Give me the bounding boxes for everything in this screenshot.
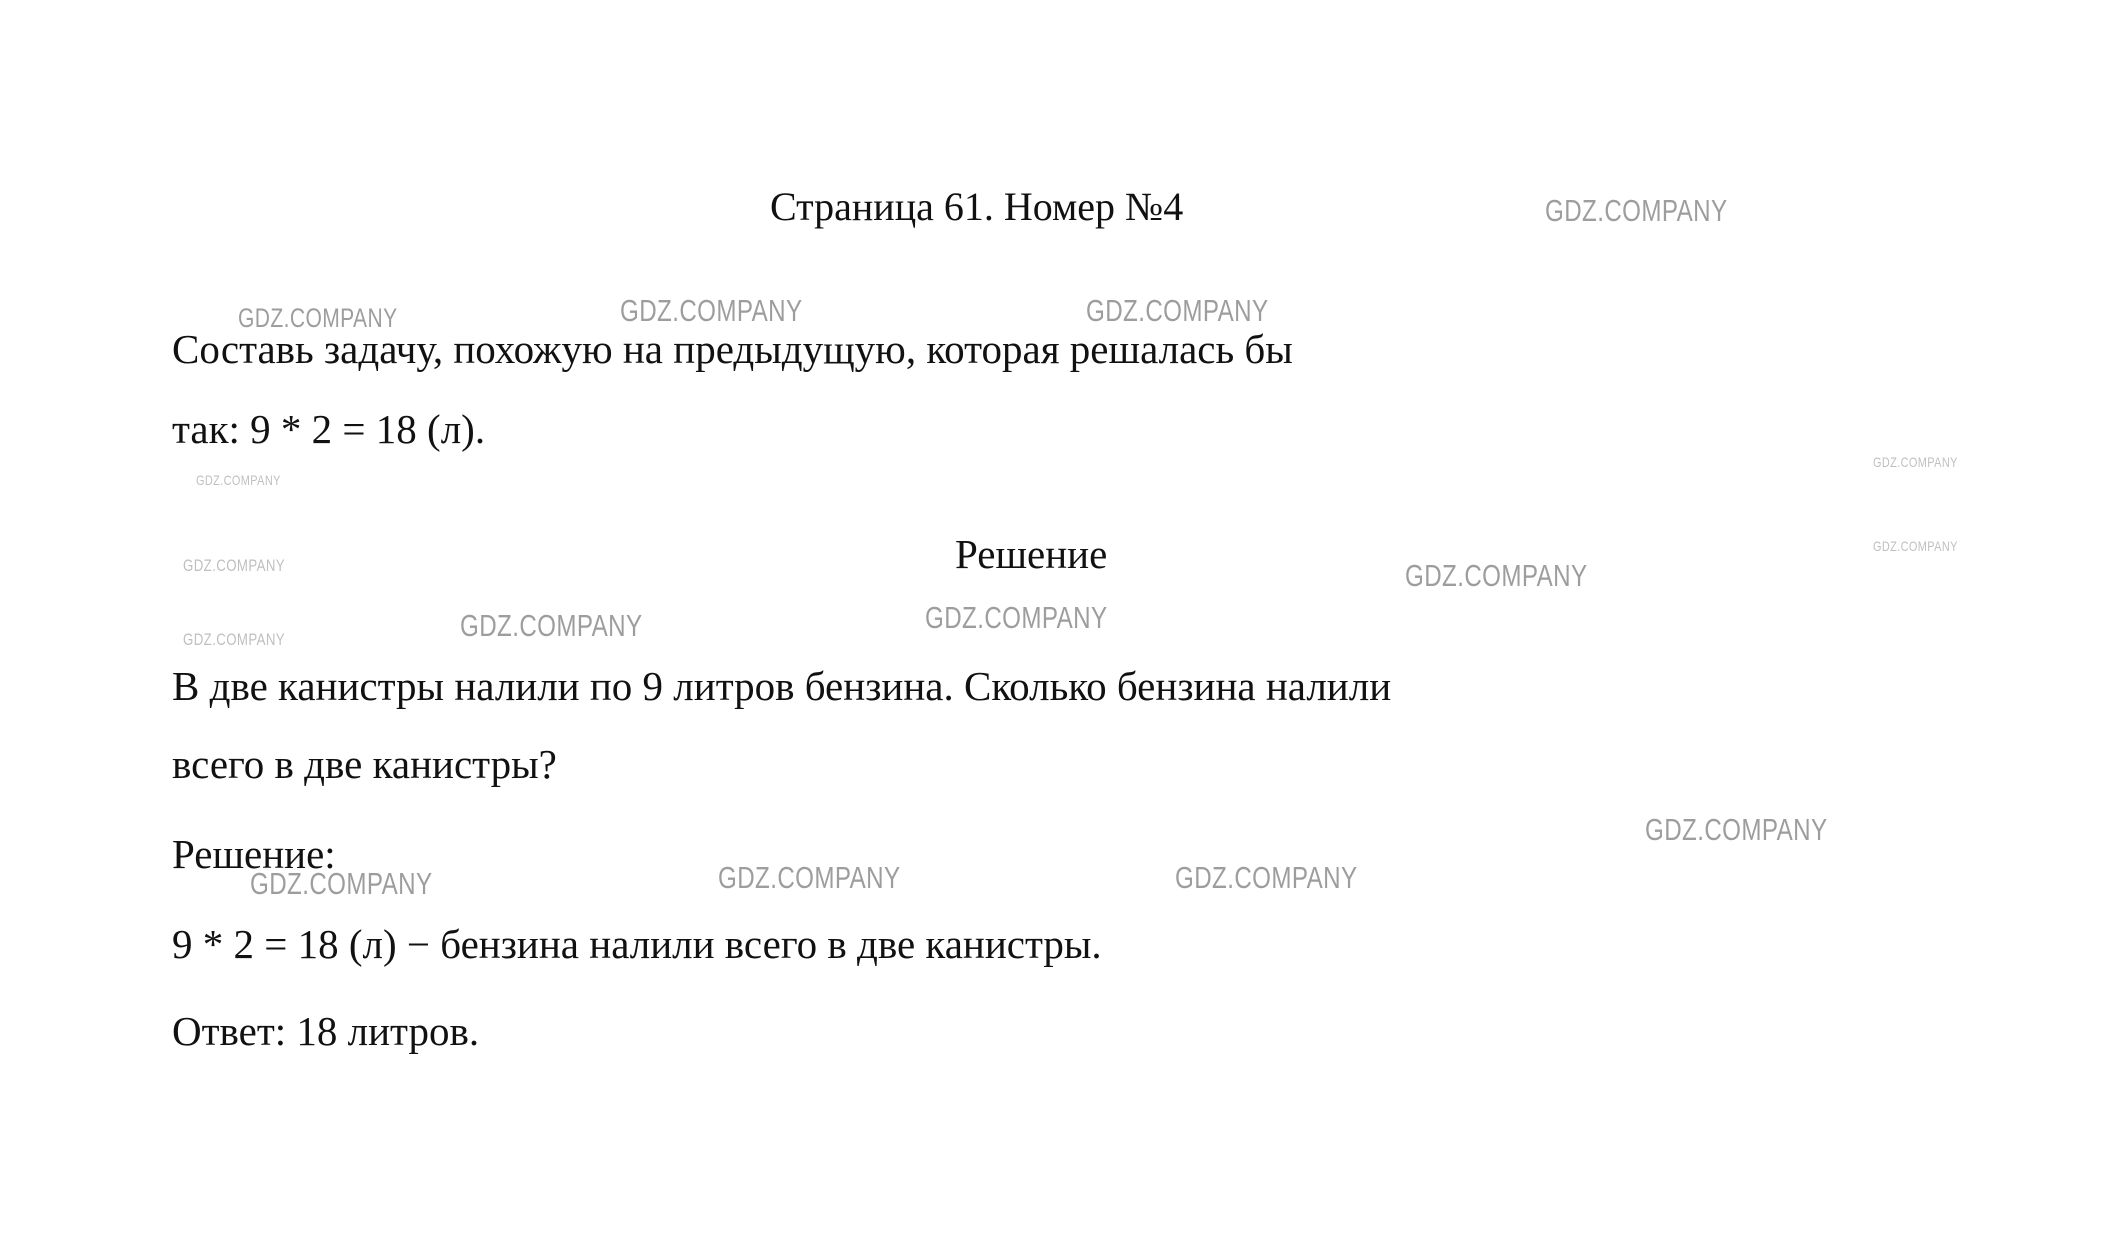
task-statement-line-1: Составь задачу, похожую на предыдущую, которая решалась бы <box>172 326 1293 372</box>
watermark: GDZ.COMPANY <box>196 472 281 488</box>
watermark: GDZ.COMPANY <box>1175 860 1358 895</box>
solution-heading: Решение <box>955 531 1108 577</box>
problem-text-line-1: В две канистры налили по 9 литров бензина. Сколько бензина налили <box>172 663 1392 709</box>
watermark: GDZ.COMPANY <box>718 860 901 895</box>
watermark: GDZ.COMPANY <box>250 866 433 901</box>
solution-step: 9 * 2 = 18 (л) − бензина налили всего в две канистры. <box>172 921 1102 967</box>
watermark: GDZ.COMPANY <box>183 630 286 649</box>
problem-text-line-2: всего в две канистры? <box>172 741 557 787</box>
task-statement-line-2: так: 9 * 2 = 18 (л). <box>172 406 486 452</box>
answer-line: Ответ: 18 литров. <box>172 1008 480 1054</box>
watermark: GDZ.COMPANY <box>183 556 286 575</box>
solution-label: Решение: <box>172 831 336 877</box>
watermark: GDZ.COMPANY <box>460 608 643 643</box>
watermark: GDZ.COMPANY <box>925 600 1108 635</box>
page-title: Страница 61. Номер №4 <box>770 184 1184 229</box>
watermark: GDZ.COMPANY <box>1873 538 1958 554</box>
watermark: GDZ.COMPANY <box>1873 454 1958 470</box>
watermark: GDZ.COMPANY <box>1545 193 1728 228</box>
watermark: GDZ.COMPANY <box>1086 293 1269 328</box>
watermark: GDZ.COMPANY <box>238 303 398 333</box>
watermark: GDZ.COMPANY <box>1645 812 1828 847</box>
watermark: GDZ.COMPANY <box>1405 558 1588 593</box>
watermark: GDZ.COMPANY <box>620 293 803 328</box>
